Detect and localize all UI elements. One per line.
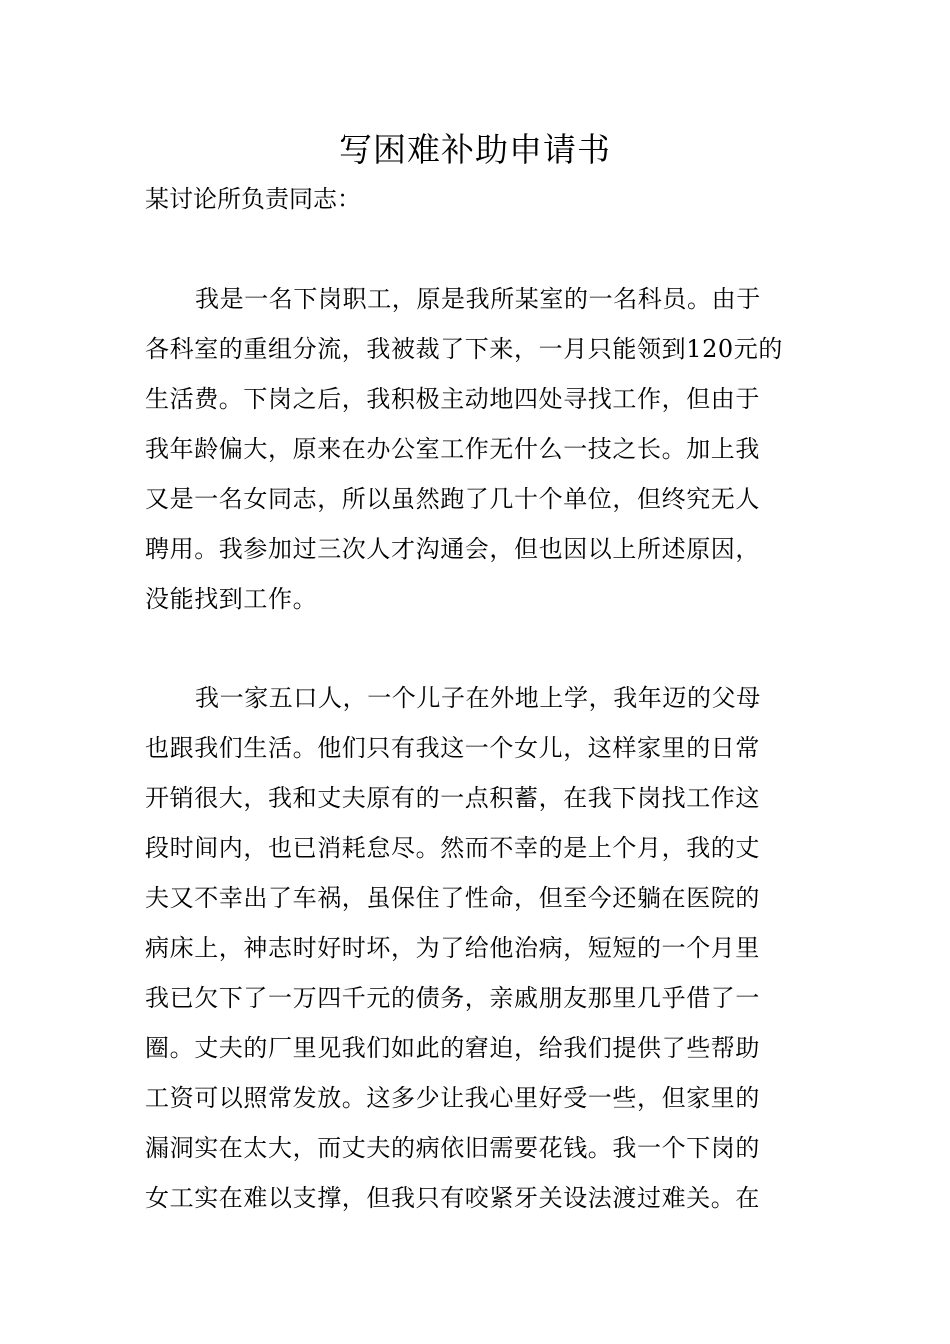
paragraph-line: 夫又不幸出了车祸，虽保住了性命，但至今还躺在医院的 bbox=[145, 884, 760, 912]
paragraph-line: 聘用。我参加过三次人才沟通会，但也因以上所述原因， bbox=[145, 535, 760, 563]
paragraph-line: 生活费。下岗之后，我积极主动地四处寻找工作，但由于 bbox=[145, 385, 760, 413]
paragraph-2 bbox=[145, 673, 810, 1223]
paragraph-line: 女工实在难以支撑，但我只有咬紧牙关设法渡过难关。在 bbox=[145, 1184, 760, 1212]
paragraph-line: 漏洞实在太大，而丈夫的病依旧需要花钱。我一个下岗的 bbox=[145, 1134, 760, 1162]
paragraph-line: 段时间内，也已消耗怠尽。然而不幸的是上个月，我的丈 bbox=[145, 834, 760, 862]
paragraph-line: 我年龄偏大，原来在办公室工作无什么一技之长。加上我 bbox=[145, 435, 760, 463]
paragraph-line: 开销很大，我和丈夫原有的一点积蓄，在我下岗找工作这 bbox=[145, 784, 760, 812]
document-title: 写困难补助申请书 bbox=[339, 130, 611, 169]
paragraph-line: 没能找到工作。 bbox=[145, 585, 318, 613]
paragraph-line: 我一家五口人，一个儿子在外地上学，我年迈的父母 bbox=[195, 684, 761, 712]
paragraph-line: 各科室的重组分流，我被裁了下来，一月只能领到120元的 bbox=[145, 335, 784, 363]
salutation: 某讨论所负责同志： bbox=[145, 185, 361, 213]
paragraph-line: 我已欠下了一万四千元的债务，亲戚朋友那里几乎借了一 bbox=[145, 984, 760, 1012]
paragraph-line: 又是一名女同志，所以虽然跑了几十个单位，但终究无人 bbox=[145, 485, 760, 513]
paragraph-line: 病床上，神志时好时坏，为了给他治病，短短的一个月里 bbox=[145, 934, 760, 962]
paragraph-line: 工资可以照常发放。这多少让我心里好受一些，但家里的 bbox=[145, 1084, 760, 1112]
paragraph-line: 也跟我们生活。他们只有我这一个女儿，这样家里的日常 bbox=[145, 734, 760, 762]
paragraph-1 bbox=[145, 274, 810, 624]
paragraph-line: 圈。丈夫的厂里见我们如此的窘迫，给我们提供了些帮助 bbox=[145, 1034, 760, 1062]
paragraph-line: 我是一名下岗职工，原是我所某室的一名科员。由于 bbox=[195, 285, 761, 313]
